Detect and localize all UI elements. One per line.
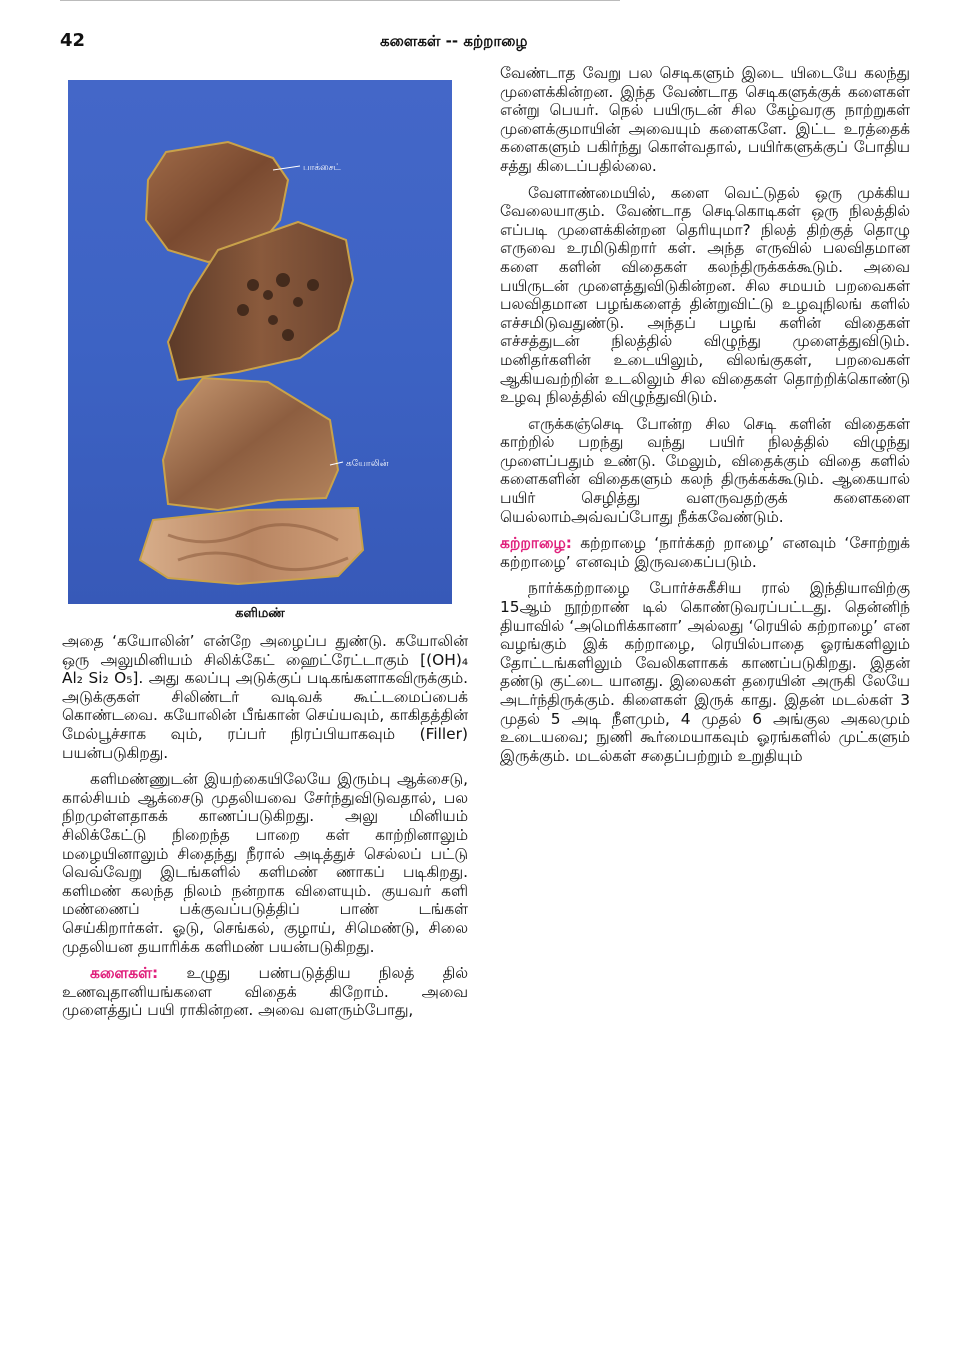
weeds-intro-text: உழுது பண்படுத்திய நிலத் தில் உணவுதானியங்களை விதைக் கிறோம். அவை முளைத்துப் பயி ராகின்றன. அவை வளரும்போது,	[62, 964, 468, 1020]
top-rule	[60, 0, 620, 1]
kaolin-paragraph: அதை ‘கயோலின்’ என்றே அழைப்ப துண்டு. கயோலின் ஒரு அலுமினியம் சிலிக்கேட் ஹைட்ரேட்டாகும் [(OH)₄ Al₂ Si₂ O₅]. அது கலப்பு அடுக்குப் படிகங்களாகவிருக்கும். அடுக்குகள் சிலிண்டர் வடிவக் கூட்டமைப்பைக் கொண்டவை. கயோலின் பீங்கான் செய்யவும், காகிதத்தின் மேல்பூச்சாக வும், ரப்பர் நிரப்பியாகவும் (Filler) பயன்படுகிறது.	[62, 632, 468, 762]
kaolin-piece	[163, 378, 338, 510]
weeds-heading: களைகள்:	[90, 964, 159, 983]
aloe-intro-text: கற்றாழை ‘நார்க்கற் றாழை’ எனவும் ‘சோற்றுக் கற்றாழை’ எனவும் இருவகைப்படும்.	[500, 534, 910, 571]
clay-paragraph: களிமண்ணுடன் இயற்கையிலேயே இரும்பு ஆக்சைடு, கால்சியம் ஆக்சைடு முதலியவை சேர்ந்துவிடுவதால், பல நிறமுள்ளதாகக் காணப்படுகிறது. அலு மினியம் சிலிக்கேட்டு நிறைந்த பாறை கள் காற்றினாலும் மழையினாலும் சிதைந்து நீரால் அடித்துச் செல்லப் பட்டு வெவ்வேறு இடங்களில் களிமண் ணாகப் படிகிறது. களிமண் கலந்த நிலம் நன்றாக விளையும். குயவர் களி மண்ணைப் பக்குவப்படுத்திப் பாண் டங்கள் செய்கிறார்கள். ஓடு, செங்கல், குழாய், சிமெண்டு, சிலை முதலியன தயாரிக்க களிமண் பயன்படுகிறது.	[62, 770, 468, 956]
figure-caption: களிமண்	[235, 606, 285, 621]
running-head: களைகள் -- கற்றாழை	[380, 32, 528, 50]
label-bauxite: பாக்சைட்	[303, 163, 341, 173]
weeds-paragraph-2: வேளாண்மையில், களை வெட்டுதல் ஒரு முக்கிய வேலையாகும். வேண்டாத செடிகொடிகள் ஒரு நிலத்தில் எப்படி முளைக்கின்றன தெரியுமா? நிலத் திற்குத் தொழு எருவை உரமிடுகிறார் கள். அந்த எருவில் பலவிதமான களை களின் விதைகள் கலந்திருக்கக்கூடும். அவை பயிருடன் முளைத்துவிடுகின்றன. சில சமயம் பறவைகள் பலவிதமான பழங்களைத் தின்றுவிட்டு உழவுநிலங் களில் எச்சமிடுவதுண்டு. அந்தப் பழங் களின் விதைகள் எச்சத்துடன் நிலத்தில் விழுந்து முளைத்துவிடும். மனிதர்களின் உடையிலும், விலங்குகள், பறவைகள் ஆகியவற்றின் உடலிலும் சில விதைகள் தொற்றிக்கொண்டு உழவு நிலத்தில் விழுந்துவிடும்.	[500, 183, 910, 407]
page-number: 42	[60, 30, 86, 51]
label-kaolin: கயோலின்	[346, 459, 389, 469]
aloe-paragraph: நார்க்கற்றாழை போர்ச்சுகீசிய ரால் இந்தியாவிற்கு 15ஆம் நூற்றாண் டில் கொண்டுவரப்பட்டது. தென்னிந் தியாவில் ‘அமெரிக்கானா’ அல்லது ‘ரெயில் கற்றாழை’ என வழங்கும் இக் கற்றாழை, ரெயில்பாதை ஓரங்களிலும் தோட்டங்களிலும் வேலிகளாகக் காணப்படுகிறது. இதன் தண்டு குட்டை யானது. இலைகள் தரையின் அருகி லேயே அடர்ந்திருக்கும். கிளைகள் இருக் காது. இதன் மடல்கள் 3 முதல் 5 அடி நீளமும், 4 முதல் 6 அங்குல அகலமும் உடையவை; நுணி கூர்மையாகவும் ஓரங்களில் முட்களும் இருக்கும். மடல்கள் சதைப்பற்றும் உறுதியும்	[500, 579, 910, 765]
clay-piece-bottom	[140, 508, 363, 584]
clay-figure	[68, 80, 452, 604]
weeds-paragraph-1: வேண்டாத வேறு பல செடிகளும் இடை யிடையே கலந்து முளைக்கின்றன. இந்த வேண்டாத செடிகளுக்குக் களைகள் என்று பெயர். நெல் பயிருடன் சில கேழ்வரகு நாற்றுகள் முளைக்குமாயின் அவையும் களைகளே. இட்ட உரத்தைக் களைகளும் பகிர்ந்து கொள்வதால், பயிர்களுக்குப் போதிய சத்து கிடைப்பதில்லை.	[500, 64, 910, 175]
weeds-paragraph-3: எருக்கஞ்செடி போன்ற சில செடி களின் விதைகள் காற்றில் பறந்து வந்து பயிர் நிலத்தில் விழுந்து முளைப்பதும் உண்டு. மேலும், விதைக்கும் விதை களில் களைகளின் விதைகளும் கலந் திருக்கக்கூடும். ஆகையால் பயிர் செழித்து வளருவதற்குக் களைகளை யெல்லாம்அவ்வப்போது நீக்கவேண்டும்.	[500, 414, 910, 526]
right-column	[500, 64, 910, 773]
aloe-heading: கற்றாழை:	[500, 534, 572, 553]
page-header	[60, 30, 910, 58]
weeds-intro-paragraph	[62, 964, 468, 1020]
left-column	[62, 632, 468, 1028]
aloe-intro-paragraph	[500, 534, 910, 571]
clay-illustration	[68, 80, 452, 604]
